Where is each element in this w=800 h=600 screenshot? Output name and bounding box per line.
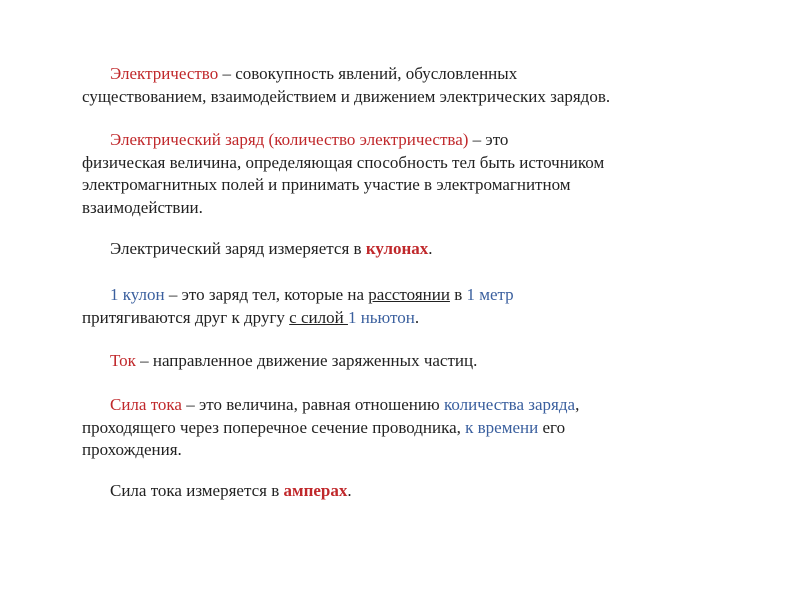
text: его [538,417,566,437]
term-current-strength: Сила тока [110,395,182,414]
text: – это величина, равная отношению [181,395,444,414]
term-electric-charge: Электрический заряд (количество электричества) [110,130,469,149]
text: проходящего через поперечное сечение проводника, [82,417,466,437]
paragraph-charge-unit [82,238,722,261]
text: – направленное движение заряженных частиц. [135,351,478,370]
text: – это [468,130,509,149]
line [82,307,722,330]
paragraph-current-strength-definition [82,394,722,462]
paragraph-current-unit [82,480,722,503]
line: существованием, взаимодействием и движением электрических зарядов. [82,86,611,106]
line [82,63,722,86]
term-current: Ток [110,351,136,370]
line: взаимодействии. [82,197,203,217]
line [82,129,722,152]
line [82,417,722,440]
text: – совокупность явлений, обусловленных [218,64,518,83]
term-one-meter: 1 метр [466,285,514,304]
line: физическая величина, определяющая способность тел быть источником [82,152,605,172]
line [82,480,722,503]
term-to-time: к времени [465,417,539,437]
text: притягиваются друг к другу [82,307,290,327]
text: . [428,239,433,258]
line [82,394,722,417]
term-one-coulomb: 1 кулон [110,285,165,304]
term-charge-quantity: количества заряда [443,395,576,414]
line: электромагнитных полей и принимать участие в электромагнитном [82,175,571,194]
term-electricity: Электричество [110,64,219,83]
paragraph-coulomb-definition [82,284,722,329]
text: в [449,285,467,304]
underlined-with-force: с силой [289,307,348,327]
paragraph-electricity-definition [82,63,722,108]
line [82,350,722,373]
line [82,284,722,307]
text: Электрический заряд измеряется в [110,239,366,258]
line [82,238,722,261]
text: . [347,481,352,500]
line: прохождения. [82,440,182,459]
term-one-newton: 1 ньютон [347,307,415,327]
text: – это заряд тел, которые на [164,285,369,304]
text: , [575,395,580,414]
text: Сила тока измеряется в [110,481,284,500]
paragraph-current-definition [82,350,722,373]
underlined-distance: расстоянии [368,285,450,304]
paragraph-charge-definition [82,129,722,219]
text: . [414,307,420,327]
term-coulombs: кулонах [365,239,429,258]
term-amperes: амперах [283,481,348,500]
